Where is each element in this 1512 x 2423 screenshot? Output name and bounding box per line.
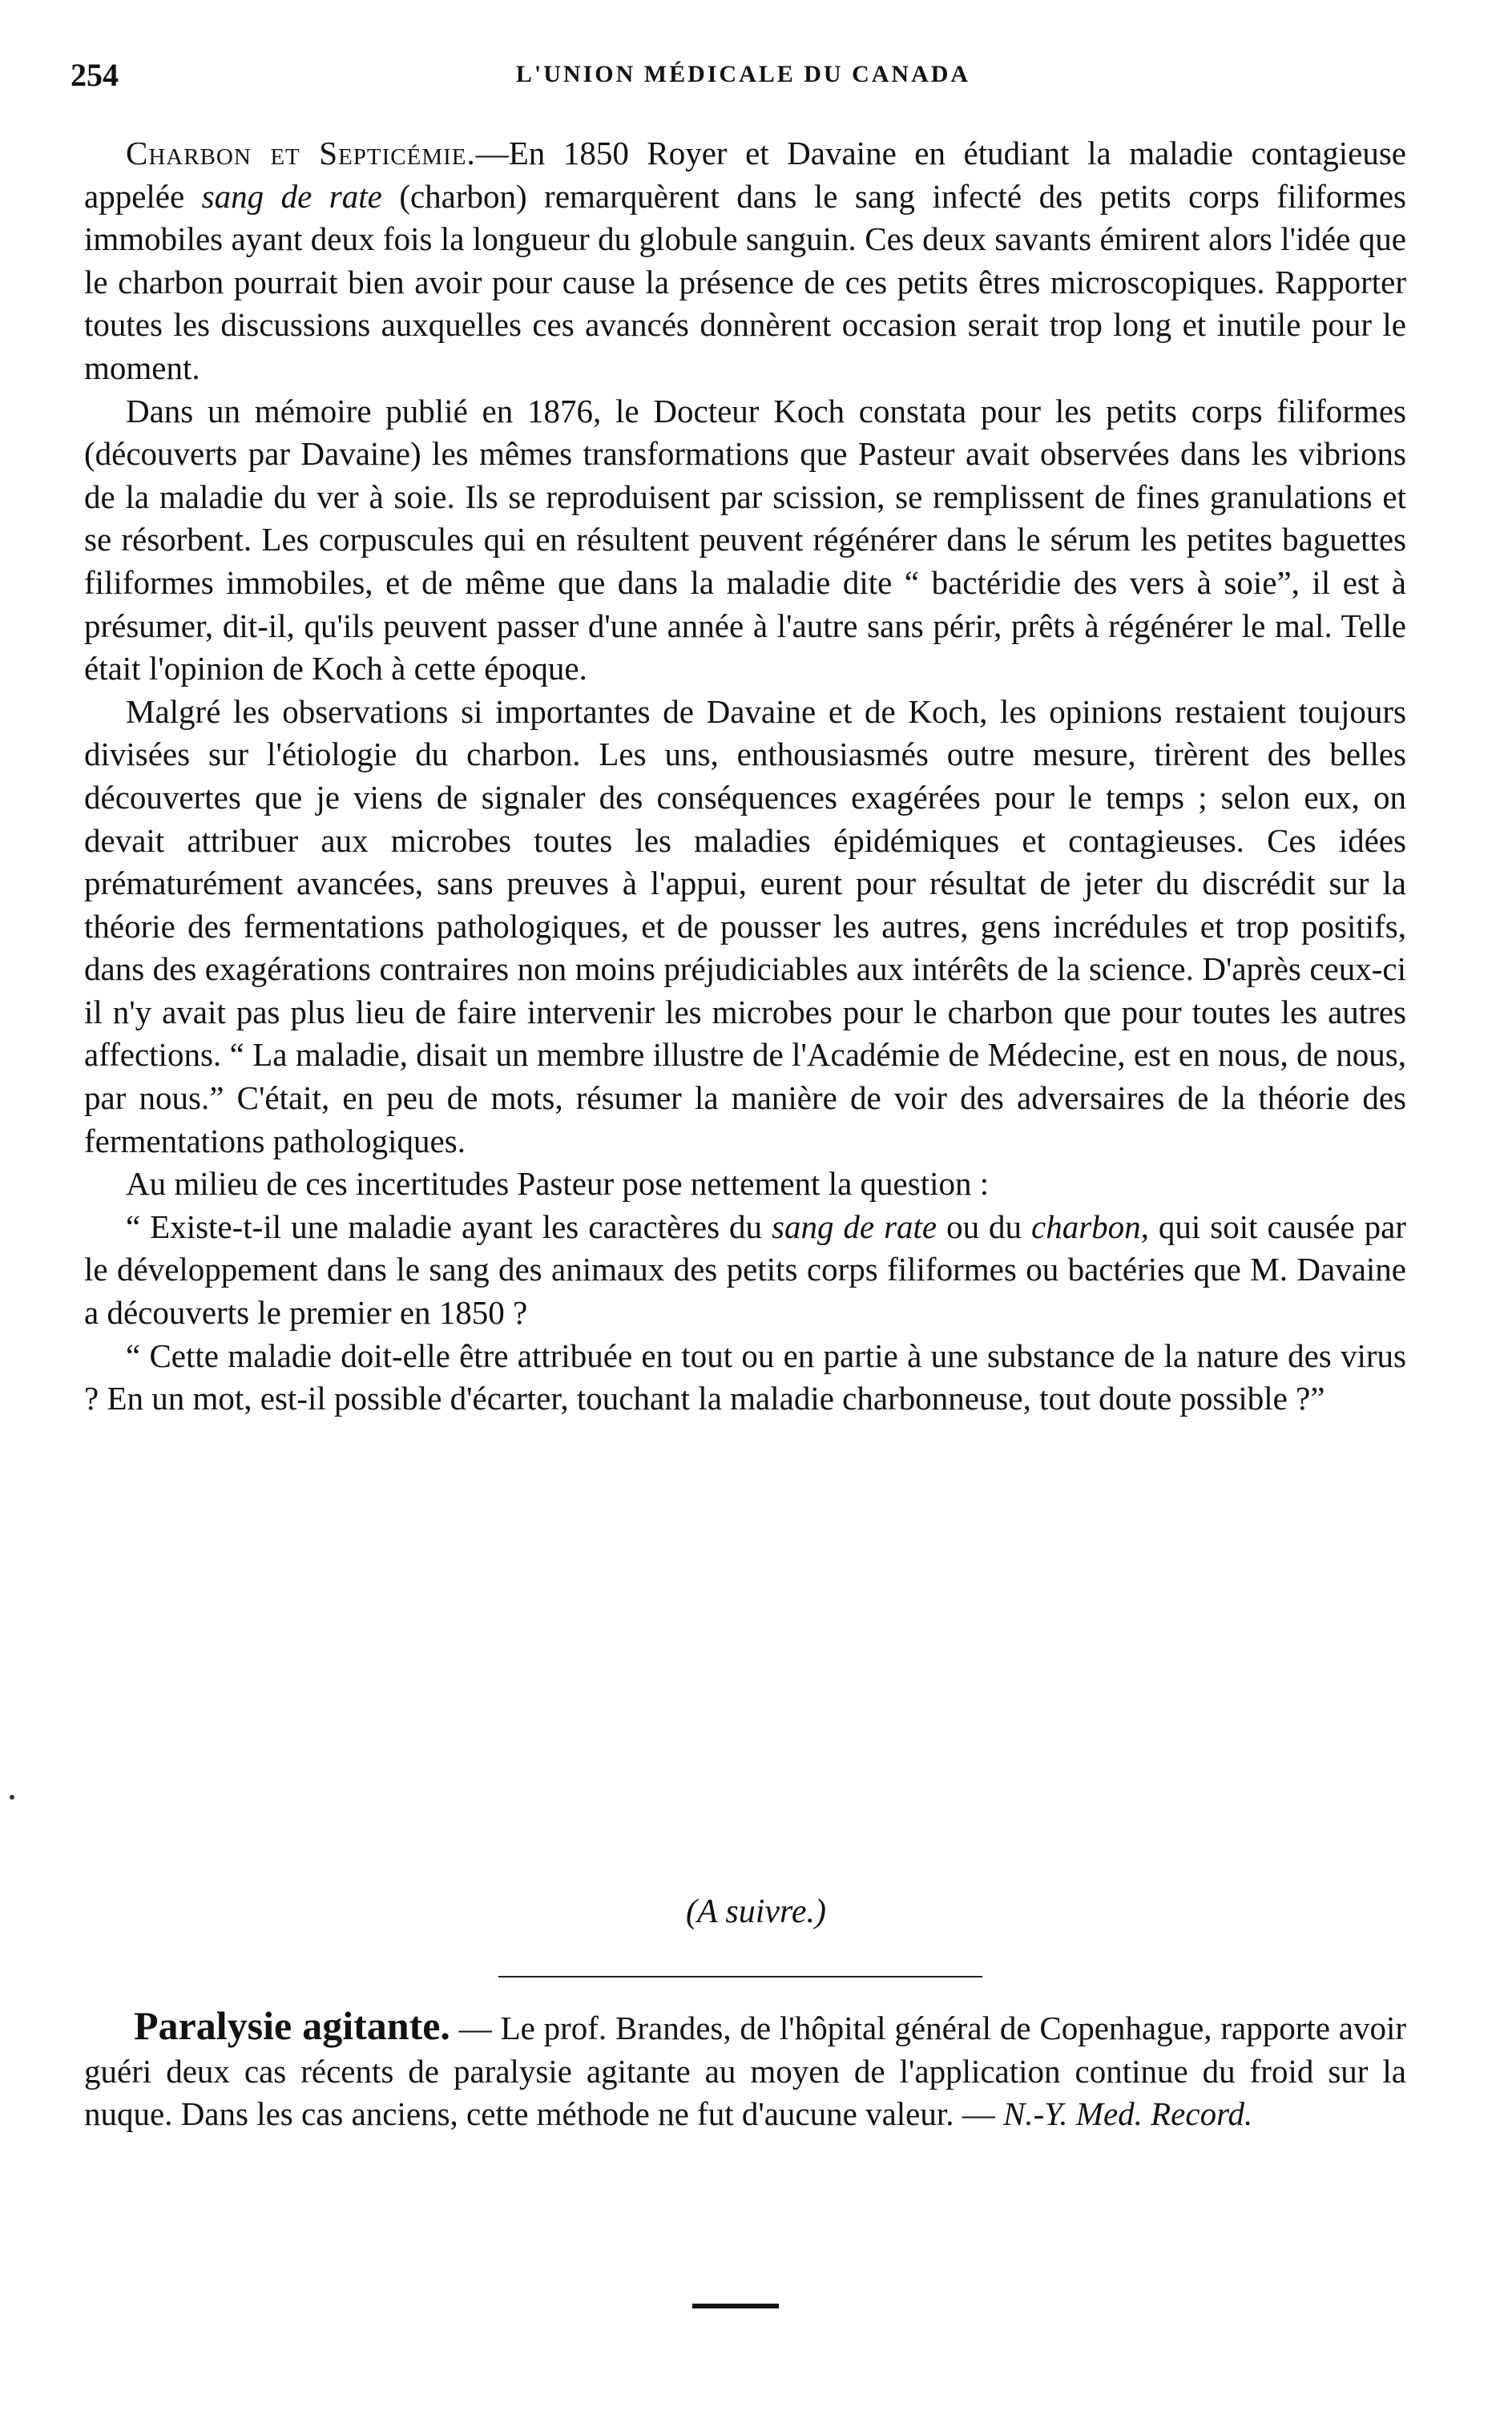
- to-be-continued: [0, 1893, 1512, 1931]
- running-head: L'UNION MÉDICALE DU CANADA: [515, 61, 971, 87]
- paragraph-text: —En 1850 Royer et Davaine en étudiant la maladie contagieuse appelée: [84, 135, 1407, 215]
- paragraph-text: (charbon) remarquèrent dans le sang infecté des petits corps filiformes immobiles ayant deux fois la longueur du globule sanguin. Ces deux savants émirent alors l'idée que le charbon pourrait bien avoir pour cause la présence de ces petits êtres microscopiques. Rapporter toutes les discussions auxquelles ces avancés donnèrent occasion serait trop long et inutile pour le moment.: [84, 177, 1406, 386]
- page-header: [71, 56, 1416, 96]
- end-rule: [692, 2304, 779, 2308]
- italic-term: charbon,: [1031, 1207, 1149, 1245]
- italic-term: sang de rate: [772, 1207, 937, 1245]
- page-number: 254: [71, 57, 119, 93]
- quote-text: “ Existe-t-il une maladie ayant les caractères du: [126, 1207, 772, 1245]
- margin-mark: [10, 1795, 14, 1800]
- quote-text: qui soit causée par le développement dans le sang des animaux des petits corps filiformes ou bactéries que M. Davaine a découverts le premier en 1850 ?: [84, 1207, 1406, 1332]
- note-source: N.-Y. Med. Record.: [1003, 2095, 1253, 2133]
- section-divider: [498, 1976, 982, 1978]
- paragraph-koch: Dans un mémoire publié en 1876, le Docteur Koch constata pour les petits corps filiformes (découverts par Davaine) les mêmes transformations que Pasteur avait observées dans les vibrions de la maladie du ver à soie. Ils se reproduisent par scission, se remplissent de fines granulations et se résorbent. Les corpuscules qui en résultent peuvent régénérer dans le sérum les petites baguettes filiformes immobiles, et de même que dans la maladie dite “ bactéridie des vers à soie”, il est à présumer, dit-il, qu'ils peuvent passer d'une année à l'autre sans périr, prêts à régénérer le mal. Telle était l'opinion de Koch à cette époque.: [84, 392, 1406, 687]
- note-text: — Le prof. Brandes, de l'hôpital général de Copenhague, rapporte avoir guéri deux cas récents de paralysie agitante au moyen de l'application continue du froid sur la nuque. Dans les cas anciens, cette méthode ne fut d'aucune valeur. —: [84, 2010, 1406, 2133]
- paragraph-pasteur: Au milieu de ces incertitudes Pasteur pose nettement la question :: [126, 1165, 990, 1203]
- paragraph-charbon: [84, 132, 1406, 390]
- quote-question-2: “ Cette maladie doit-elle être attribuée en tout ou en partie à une substance de la nature des virus ? En un mot, est-il possible d'écarter, touchant la maladie charbonneuse, tout doute possible ?”: [84, 1336, 1406, 1417]
- to-be-continued-text: (A suivre.): [686, 1893, 826, 1930]
- note-title: Paralysie agitante.: [134, 2003, 450, 2048]
- quote-question-1: [84, 1206, 1406, 1335]
- section-title: Charbon et Septicémie.: [126, 135, 476, 171]
- quote-text: ou du: [937, 1207, 1032, 1245]
- note-paralysie: [84, 2005, 1406, 2136]
- article-body: [84, 132, 1406, 1421]
- italic-term: sang de rate: [201, 177, 382, 215]
- paragraph-opinions: Malgré les observations si importantes de Davaine et de Koch, les opinions restaient toujours divisées sur l'étiologie du charbon. Les uns, enthousiasmés outre mesure, tirèrent des belles découvertes que je viens de signaler des conséquences exagérées pour le temps ; selon eux, on devait attribuer aux microbes toutes les maladies épidémiques et contagieuses. Ces idées prématurément avancées, sans preuves à l'appui, eurent pour résultat de jeter du discrédit sur la théorie des fermentations pathologiques, et de pousser les autres, gens incrédules et trop positifs, dans des exagérations contraires non moins préjudiciables aux intérêts de la science. D'après ceux-ci il n'y avait pas plus lieu de faire intervenir les microbes pour le charbon que pour toutes les autres affections. “ La maladie, disait un membre illustre de l'Académie de Médecine, est en nous, de nous, par nous.” C'était, en peu de mots, résumer la manière de voir des adversaires de la théorie des fermentations pathologiques.: [84, 692, 1406, 1159]
